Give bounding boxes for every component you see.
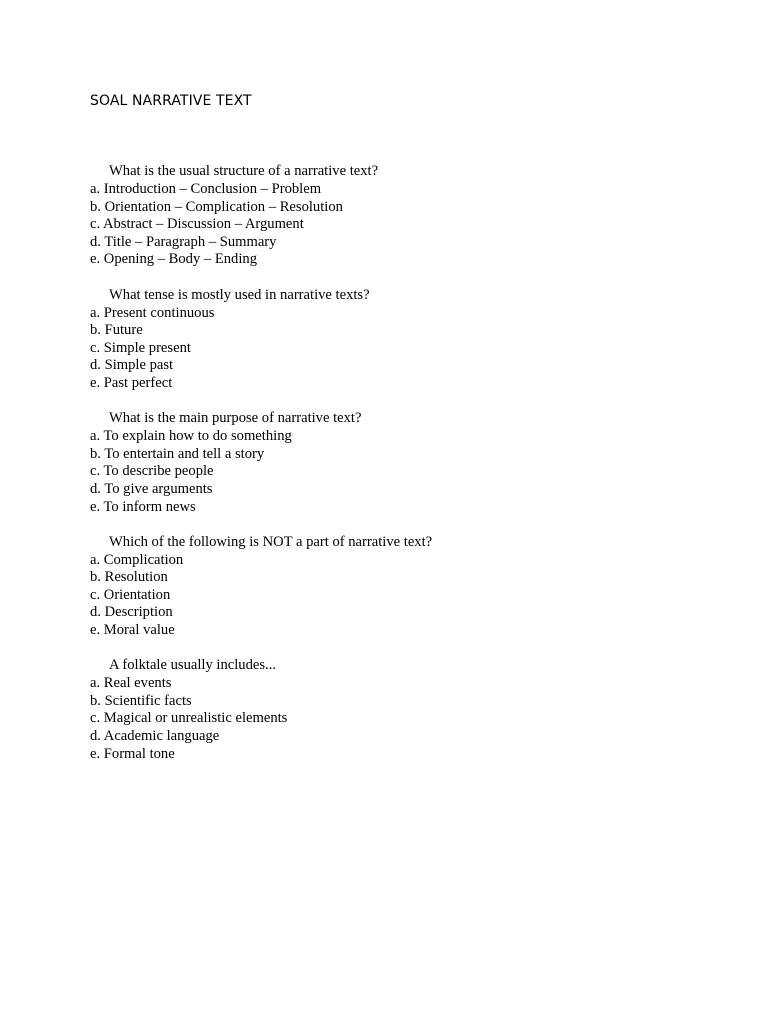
- question-2: [90, 286, 690, 392]
- answer-option: e. Past perfect: [90, 374, 173, 391]
- answer-option: c. Magical or unrealistic elements: [90, 710, 288, 727]
- answer-option: c. Abstract – Discussion – Argument: [90, 216, 304, 233]
- answer-options: [90, 674, 690, 762]
- answer-option: d. Title – Paragraph – Summary: [90, 233, 277, 250]
- question-list: [90, 162, 690, 780]
- answer-option: d. Description: [90, 604, 173, 621]
- question-text: Which of the following is NOT a part of narrative text?: [109, 533, 433, 550]
- answer-option: b. Resolution: [90, 569, 168, 586]
- question-text: A folktale usually includes...: [109, 657, 276, 674]
- answer-options: [90, 304, 690, 392]
- answer-option: c. Orientation: [90, 586, 171, 603]
- answer-option: b. To entertain and tell a story: [90, 445, 265, 462]
- answer-option: a. Present continuous: [90, 304, 215, 321]
- answer-option: a. Real events: [90, 675, 172, 692]
- answer-option: b. Future: [90, 322, 143, 339]
- answer-option: d. To give arguments: [90, 480, 213, 497]
- question-4: [90, 533, 690, 639]
- answer-options: [90, 427, 690, 515]
- answer-option: e. To inform news: [90, 498, 196, 515]
- answer-option: a. Introduction – Conclusion – Problem: [90, 181, 322, 197]
- question-3: [90, 409, 690, 515]
- answer-option: a. Complication: [90, 551, 184, 568]
- question-1: [90, 162, 690, 268]
- document-title: SOAL NARRATIVE TEXT: [90, 93, 252, 109]
- answer-option: e. Moral value: [90, 622, 175, 639]
- answer-options: [90, 180, 690, 268]
- answer-option: c. To describe people: [90, 463, 214, 480]
- answer-option: d. Simple past: [90, 357, 174, 374]
- answer-option: b. Scientific facts: [90, 692, 192, 709]
- answer-option: b. Orientation – Complication – Resolution: [90, 198, 343, 215]
- answer-option: c. Simple present: [90, 339, 191, 356]
- answer-option: e. Formal tone: [90, 745, 175, 762]
- answer-options: [90, 551, 690, 639]
- question-5: [90, 656, 690, 762]
- question-text: What is the main purpose of narrative text?: [109, 410, 362, 427]
- answer-option: d. Academic language: [90, 728, 220, 745]
- question-text: What tense is mostly used in narrative texts?: [109, 286, 370, 303]
- answer-option: e. Opening – Body – Ending: [90, 251, 258, 268]
- answer-option: a. To explain how to do something: [90, 428, 292, 445]
- question-text: What is the usual structure of a narrative text?: [109, 163, 379, 179]
